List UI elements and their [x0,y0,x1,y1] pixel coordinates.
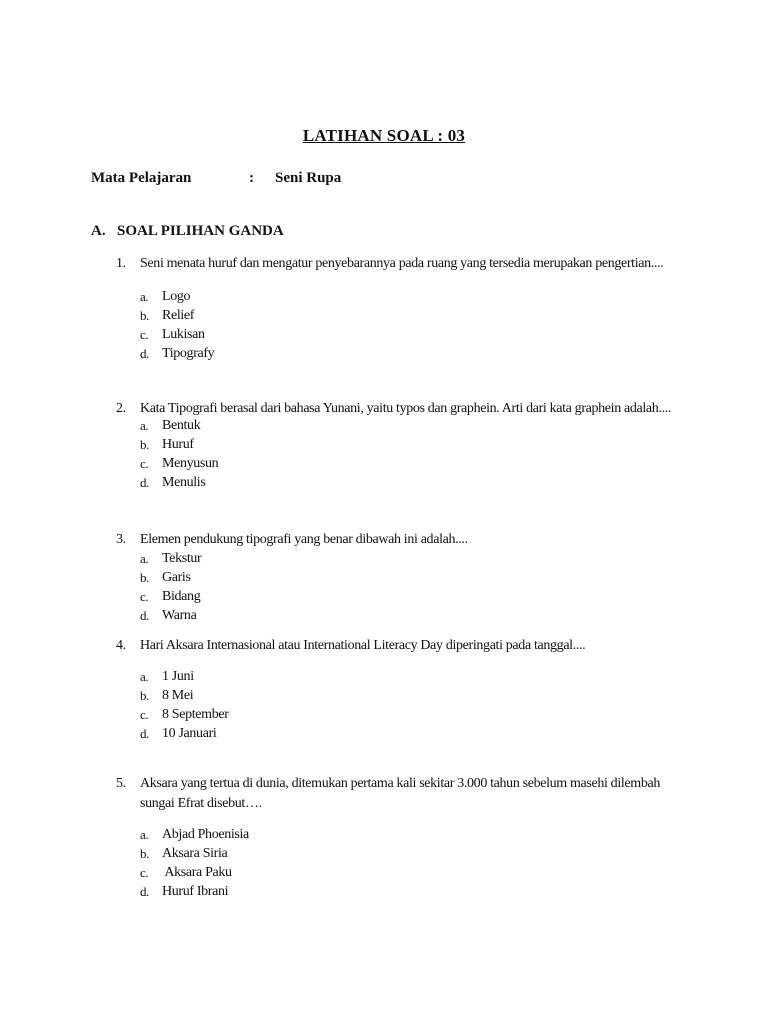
option-d [116,724,676,743]
option-text: Menyusun [162,456,219,471]
question-text: Elemen pendukung tipografi yang benar dibawah ini adalah.... [140,532,468,547]
option-letter: a. [140,827,149,842]
option-letter: c. [140,707,149,722]
option-text: Tipografy [162,346,215,361]
question-3 [116,530,676,625]
option-text: Warna [162,608,197,623]
subject-value: Seni Rupa [275,170,342,186]
option-text: Garis [162,570,191,585]
option-letter: b. [140,570,150,585]
option-letter: b. [140,437,150,452]
option-a [116,416,676,435]
option-a [116,287,676,306]
option-letter: d. [140,346,150,361]
option-list [116,825,676,901]
option-letter: d. [140,884,150,899]
option-letter: c. [140,589,149,604]
option-text: Abjad Phoenisia [162,827,249,842]
subject-colon: : [249,170,254,186]
option-letter: c. [140,456,149,471]
option-c [116,325,676,344]
section-letter: A. [91,223,106,239]
question-text: Aksara yang tertua di dunia, ditemukan pertama kali sekitar 3.000 tahun sebelum masehi dilembah sungai Efrat disebut…. [140,776,660,811]
option-d [116,882,676,901]
section-title: SOAL PILIHAN GANDA [117,223,284,239]
option-b [116,435,676,454]
option-letter: b. [140,846,150,861]
option-text: Menulis [162,475,206,490]
option-b [116,306,676,325]
option-text: 10 Januari [162,726,217,741]
option-list [116,549,676,625]
option-letter: b. [140,308,150,323]
subject-row [91,170,341,187]
option-text: Tekstur [162,551,202,566]
option-text: 1 Juni [162,669,194,684]
option-text: Aksara Paku [162,865,232,880]
option-c [116,587,676,606]
question-4 [116,636,676,743]
option-a [116,825,676,844]
question-number: 5. [116,776,126,791]
option-text: Relief [162,308,195,323]
option-letter: a. [140,669,149,684]
option-letter: b. [140,688,150,703]
question-number: 2. [116,401,126,416]
option-b [116,568,676,587]
section-heading [91,223,284,240]
option-b [116,844,676,863]
question-5 [116,774,676,901]
option-list [116,287,676,363]
option-a [116,549,676,568]
option-letter: c. [140,865,149,880]
option-letter: a. [140,289,149,304]
subject-label: Mata Pelajaran [91,170,192,186]
question-stem [116,530,676,550]
question-text: Seni menata huruf dan mengatur penyebarannya pada ruang yang tersedia merupakan pengertian.... [140,256,664,271]
option-text: Logo [162,289,191,304]
question-number: 4. [116,638,126,653]
option-letter: d. [140,608,150,623]
question-stem [116,254,676,274]
option-d [116,344,676,363]
option-text: Bidang [162,589,201,604]
option-a [116,667,676,686]
option-list [116,667,676,743]
question-2 [116,399,676,492]
page-title: LATIHAN SOAL : 03 [302,126,466,145]
option-c [116,863,676,882]
question-1 [116,254,676,363]
option-text: Aksara Siria [162,846,228,861]
option-text: Bentuk [162,418,201,433]
question-text: Hari Aksara Internasional atau International Literacy Day diperingati pada tanggal.... [140,638,586,653]
option-text: Huruf [162,437,194,452]
option-d [116,606,676,625]
option-c [116,705,676,724]
option-text: Huruf Ibrani [162,884,229,899]
option-list [116,416,676,492]
option-c [116,454,676,473]
option-letter: c. [140,327,149,342]
question-stem [116,774,676,814]
option-letter: a. [140,418,149,433]
option-text: 8 Mei [162,688,194,703]
question-number: 1. [116,256,126,271]
option-letter: a. [140,551,149,566]
option-text: 8 September [162,707,229,722]
option-text: Lukisan [162,327,205,342]
question-number: 3. [116,532,126,547]
option-b [116,686,676,705]
question-text: Kata Tipografi berasal dari bahasa Yunani, yaitu typos dan graphein. Arti dari kata graphein adalah.... [140,401,672,416]
option-letter: d. [140,475,150,490]
question-stem [116,636,676,656]
option-d [116,473,676,492]
option-letter: d. [140,726,150,741]
